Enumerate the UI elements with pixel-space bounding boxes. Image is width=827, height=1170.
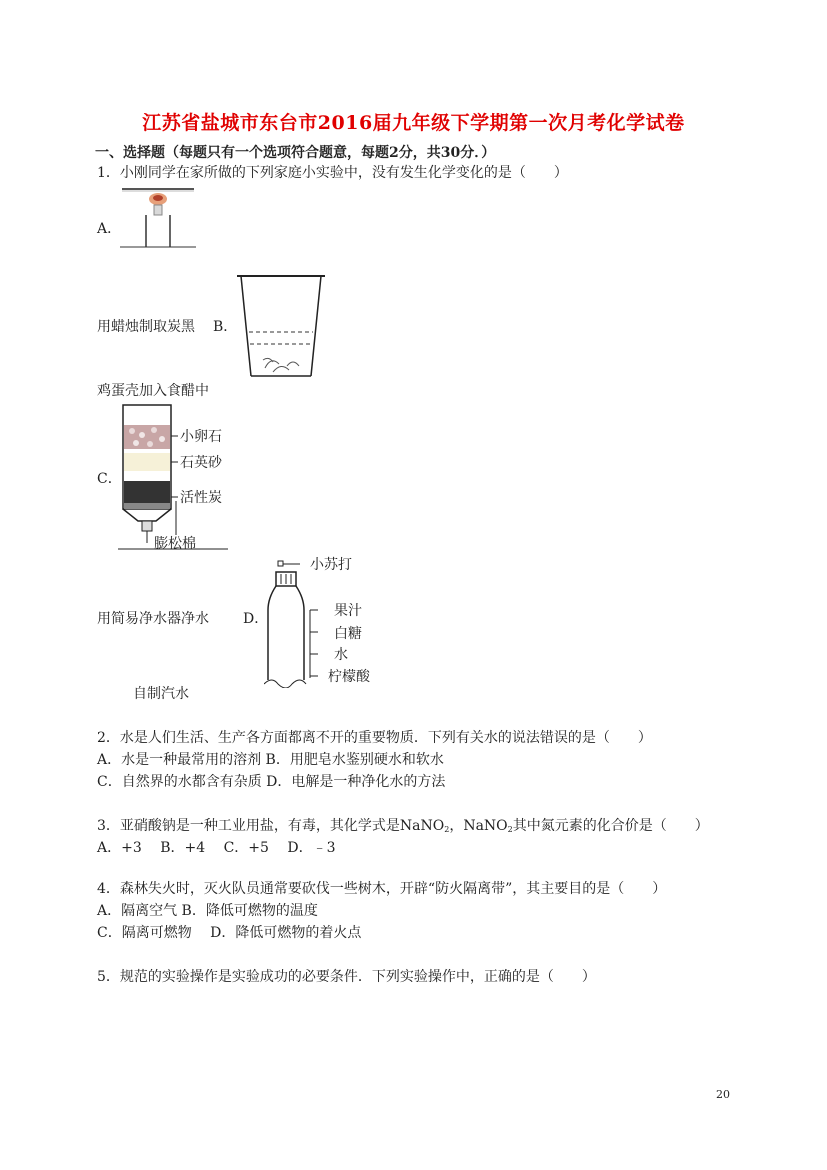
- q1-option-b-label: B．: [213, 319, 238, 335]
- q1-option-b-caption: 鸡蛋壳加入食醋中: [97, 383, 209, 399]
- q1-option-d-label: D．: [243, 611, 269, 627]
- page-number: 20: [716, 1088, 730, 1101]
- q3-options: A．+3 B．+4 C．+5 D．﹣3: [97, 840, 336, 856]
- q4-options-line-2: C．隔离可燃物 D．降低可燃物的着火点: [97, 925, 362, 941]
- filter-layer-pebbles: 小卵石: [180, 429, 222, 445]
- soda-ingredient-baking-soda: 小苏打: [310, 557, 352, 573]
- q3-stem-part-c: 其中氮元素的化合价是（ ）: [512, 818, 709, 834]
- water-filter-figure: [118, 403, 238, 555]
- question-2-stem: 2．水是人们生活、生产各方面都离不开的重要物质．下列有关水的说法错误的是（ ）: [97, 730, 652, 746]
- filter-layer-sand: 石英砂: [180, 455, 222, 471]
- homemade-soda-figure: [264, 552, 384, 688]
- soda-ingredient-water: 水: [334, 647, 348, 663]
- q3-stem-part-a: 3．亚硝酸钠是一种工业用盐，有毒，其化学式是NaNO: [97, 818, 445, 834]
- soda-ingredient-sugar: 白糖: [334, 626, 362, 642]
- q3-stem-part-b: ，NaNO: [449, 818, 508, 834]
- question-3-stem: [97, 817, 709, 839]
- q1-option-d-caption: 自制汽水: [133, 686, 189, 702]
- eggshell-vinegar-figure: [235, 272, 327, 380]
- q3-subscript-2: 2: [507, 825, 513, 834]
- q1-option-c-caption: 用简易净水器净水: [97, 611, 209, 627]
- q1-option-a-caption: 用蜡烛制取炭黑: [97, 319, 195, 335]
- filter-layer-carbon: 活性炭: [180, 490, 222, 506]
- question-4-stem: 4．森林失火时，灭火队员通常要砍伐一些树木，开辟“防火隔离带”，其主要目的是（ ）: [97, 881, 667, 897]
- exam-title: 江苏省盐城市东台市2016届九年级下学期第一次月考化学试卷: [142, 112, 685, 134]
- q4-options-line-1: A．隔离空气 B．降低可燃物的温度: [97, 903, 318, 919]
- question-5-stem: 5．规范的实验操作是实验成功的必要条件．下列实验操作中，正确的是（ ）: [97, 969, 596, 985]
- section-heading: 一、选择题（每题只有一个选项符合题意，每题2分，共30分．）: [95, 145, 496, 161]
- soda-ingredient-juice: 果汁: [334, 603, 362, 619]
- question-1-stem: 1．小刚同学在家所做的下列家庭小实验中，没有发生化学变化的是（ ）: [97, 165, 568, 181]
- q2-options-line-2: C．自然界的水都含有杂质 D．电解是一种净化水的方法: [97, 774, 446, 790]
- soda-ingredient-citric-acid: 柠檬酸: [328, 669, 370, 685]
- filter-layer-cotton: 膨松棉: [154, 536, 196, 552]
- q1-option-c-label: C．: [97, 471, 122, 487]
- q2-options-line-1: A．水是一种最常用的溶剂 B．用肥皂水鉴别硬水和软水: [97, 752, 444, 768]
- q1-option-a-label: A．: [97, 221, 122, 237]
- candle-soot-figure: [120, 185, 196, 249]
- q3-subscript-1: 2: [444, 825, 450, 834]
